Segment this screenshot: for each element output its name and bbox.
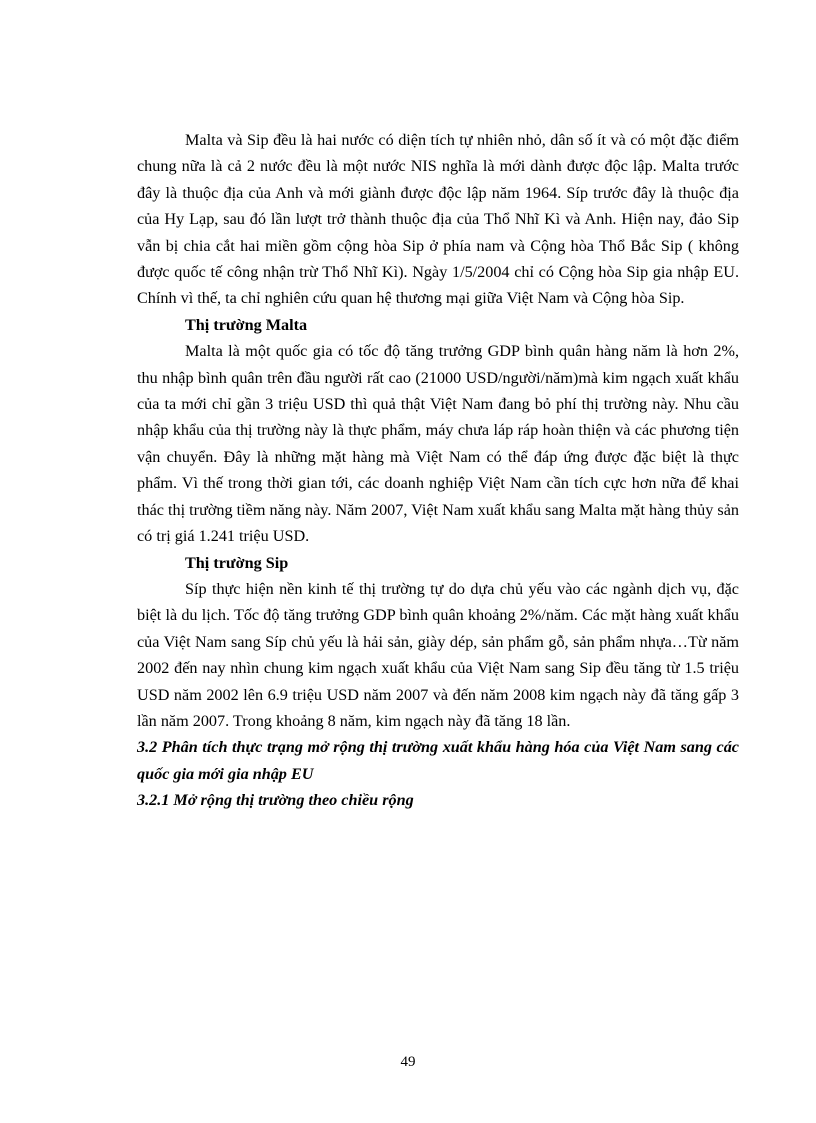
section-heading-3-2: 3.2 Phân tích thực trạng mở rộng thị trường xuất khẩu hàng hóa của Việt Nam sang các quốc gia mới gia nhập EU — [137, 738, 739, 783]
heading-malta-market: Thị trường Malta — [185, 315, 308, 334]
paragraph-malta-cyprus-intro: Malta và Sip đều là hai nước có diện tích tự nhiên nhỏ, dân số ít và có một đặc điểm chung nữa là cả 2 nước đều là một nước NIS nghĩa là mới dành được độc lập. Malta trước đây là thuộc địa của Anh và mới giành được độc lập năm 1964. Síp trước đây là thuộc địa của Hy Lạp, sau đó lần lượt trở thành thuộc địa của Thổ Nhĩ Kì và Anh. Hiện nay, đảo Sip vẫn bị chia cắt hai miền gồm cộng hòa Sip ở phía nam và Cộng hòa Thổ Bắc Sip ( không được quốc tế công nhận trừ Thổ Nhĩ Kì). Ngày 1/5/2004 chỉ có Cộng hòa Sip gia nhập EU. Chính vì thế, ta chỉ nghiên cứu quan hệ thương mại giữa Việt Nam và Cộng hòa Sip. — [137, 131, 739, 308]
document-page — [137, 127, 739, 814]
paragraph-malta-market: Malta là một quốc gia có tốc độ tăng trưởng GDP bình quân hàng năm là hơn 2%, thu nhập bình quân trên đầu người rất cao (21000 USD/người/năm)mà kim ngạch xuất khẩu của ta mới chỉ gần 3 triệu USD thì quả thật Việt Nam đang bỏ phí thị trường này. Nhu cầu nhập khẩu của thị trường này là thực phẩm, máy chưa láp ráp hoàn thiện và các phương tiện vận chuyển. Đây là những mặt hàng mà Việt Nam có thể đáp ứng được đặc biệt là thực phẩm. Vì thế trong thời gian tới, các doanh nghiệp Việt Nam cần tích cực hơn nữa để khai thác thị trường tiềm năng này. Năm 2007, Việt Nam xuất khẩu sang Malta mặt hàng thủy sản có trị giá 1.241 triệu USD. — [137, 342, 739, 546]
section-heading-3-2-1: 3.2.1 Mở rộng thị trường theo chiều rộng — [137, 791, 414, 810]
paragraph-cyprus-market: Síp thực hiện nền kinh tế thị trường tự do dựa chủ yếu vào các ngành dịch vụ, đặc biệt là du lịch. Tốc độ tăng trưởng GDP bình quân khoảng 2%/năm. Các mặt hàng xuất khẩu của Việt Nam sang Síp chủ yếu là hải sản, giày dép, sản phẩm gỗ, sản phẩm nhựa…Từ năm 2002 đến nay nhìn chung kim ngạch xuất khẩu của Việt Nam sang Sip đều tăng từ 1.5 triệu USD năm 2002 lên 6.9 triệu USD năm 2007 và đến năm 2008 kim ngạch này đã tăng gấp 3 lần năm 2007. Trong khoảng 8 năm, kim ngạch này đã tăng 18 lần. — [137, 579, 739, 730]
page-number: 49 — [400, 1054, 416, 1070]
heading-cyprus-market: Thị trường Sip — [185, 553, 289, 572]
